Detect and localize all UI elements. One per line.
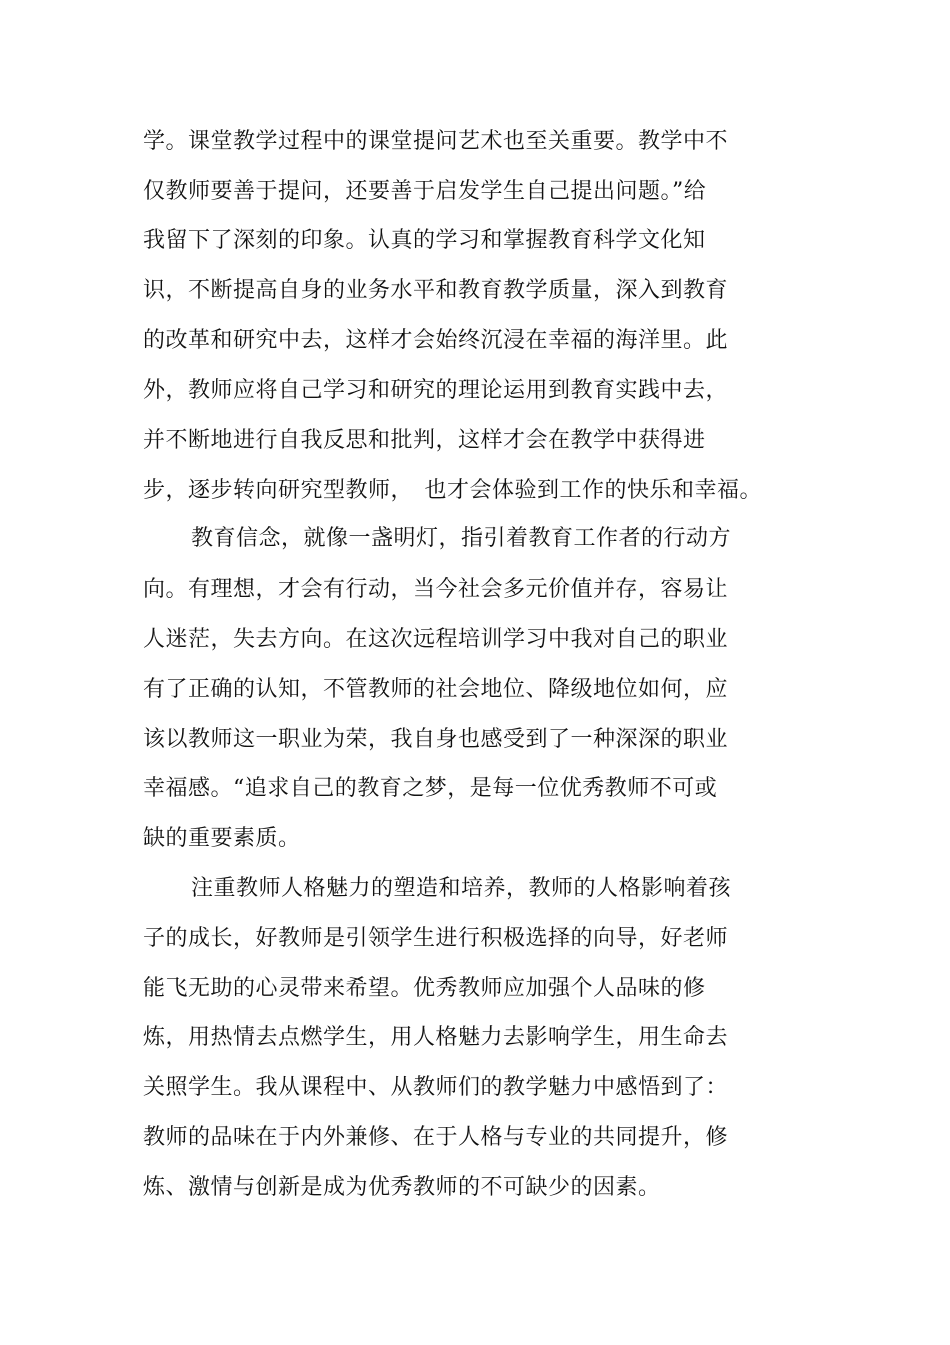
text-line: 有了正确的认知，不管教师的社会地位、降级地位如何，应 xyxy=(143,677,729,702)
text-line: 炼、激情与创新是成为优秀教师的不可缺少的因素。 xyxy=(143,1175,661,1200)
text-line: 人迷茫，失去方向。在这次远程培训学习中我对自己的职业 xyxy=(143,627,729,652)
text-line: 注重教师人格魅力的塑造和培养，教师的人格影响着孩 xyxy=(191,876,732,901)
text-line: 步，逐步转向研究型教师， 也才会体验到工作的快乐和幸福。 xyxy=(143,478,763,503)
text-line: 学。课堂教学过程中的课堂提问艺术也至关重要。教学中不 xyxy=(143,129,729,154)
text-line: 我留下了深刻的印象。认真的学习和掌握教育科学文化知 xyxy=(143,228,706,253)
text-line: 子的成长，好教师是引领学生进行积极选择的向导，好老师 xyxy=(143,926,729,951)
text-line: 教师的品味在于内外兼修、在于人格与专业的共同提升，修 xyxy=(143,1125,729,1150)
text-line: 教育信念，就像一盏明灯，指引着教育工作者的行动方 xyxy=(191,526,732,551)
text-line: 能飞无助的心灵带来希望。优秀教师应加强个人品味的修 xyxy=(143,976,706,1001)
text-line: 缺的重要素质。 xyxy=(143,826,301,851)
text-line: 的改革和研究中去，这样才会始终沉浸在幸福的海洋里。此 xyxy=(143,328,729,353)
text-line: 向。有理想，才会有行动，当今社会多元价值并存，容易让 xyxy=(143,577,729,602)
text-line: 并不断地进行自我反思和批判，这样才会在教学中获得进 xyxy=(143,428,706,453)
text-line: 炼，用热情去点燃学生，用人格魅力去影响学生，用生命去 xyxy=(143,1025,729,1050)
text-line: 幸福感。“追求自己的教育之梦，是每一位优秀教师不可或 xyxy=(143,776,718,801)
text-line: 仅教师要善于提问，还要善于启发学生自己提出问题。”给 xyxy=(143,179,707,204)
text-line: 识，不断提高自身的业务水平和教育教学质量，深入到教育 xyxy=(143,278,729,303)
text-line: 关照学生。我从课程中、从教师们的教学魅力中感悟到了： xyxy=(143,1075,729,1100)
text-line: 该以教师这一职业为荣，我自身也感受到了一种深深的职业 xyxy=(143,727,729,752)
text-line: 外，教师应将自己学习和研究的理论运用到教育实践中去， xyxy=(143,378,729,403)
